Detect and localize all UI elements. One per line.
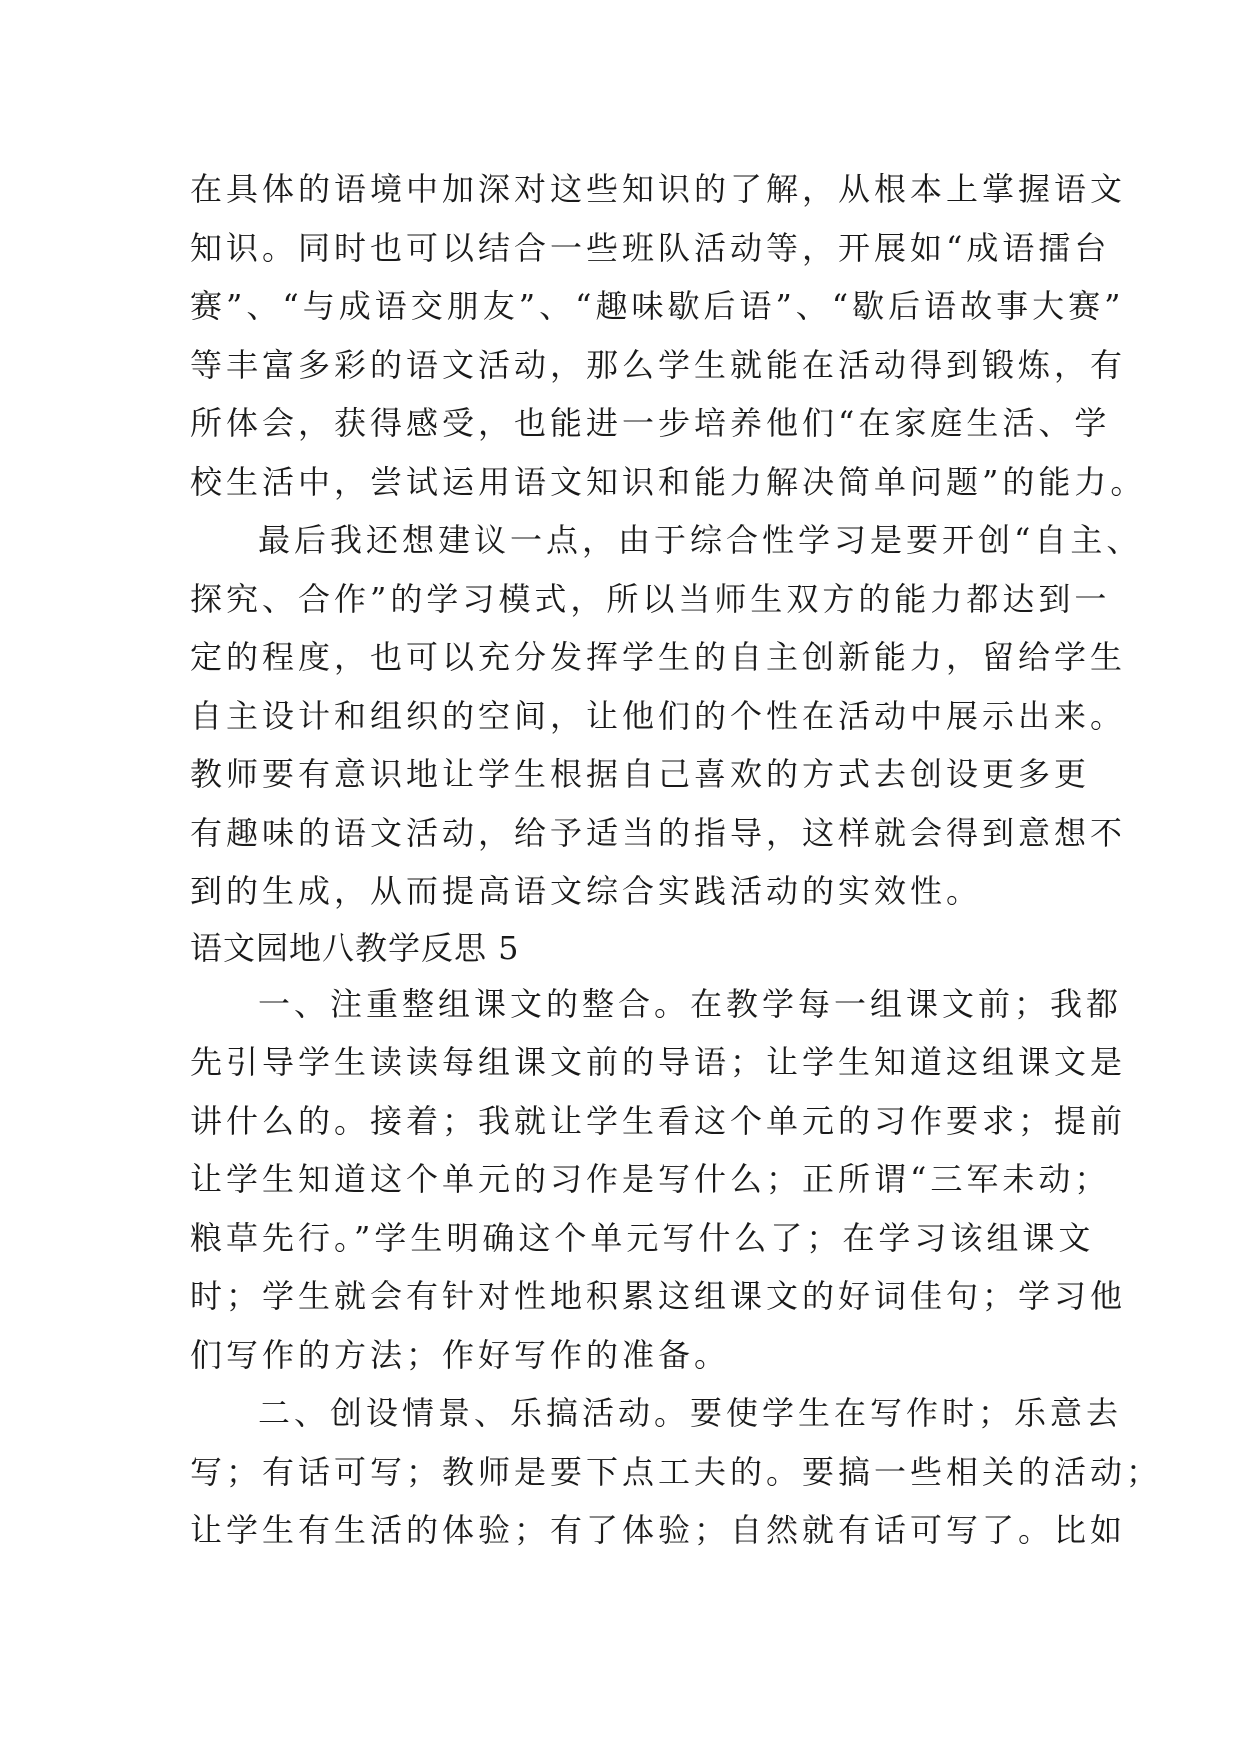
text-line: 一、注重整组课文的整合。在教学每一组课文前；我都 — [258, 984, 1123, 1023]
text-line: 让学生有生活的体验；有了体验；自然就有话可写了。比如 — [190, 1511, 1127, 1549]
text-line: 教师要有意识地让学生根据自己喜欢的方式去创设更多更 — [190, 755, 1091, 793]
text-line: 定的程度，也可以充分发挥学生的自主创新能力，留给学生 — [190, 638, 1127, 676]
paragraph-point-two — [190, 1384, 1163, 1560]
text-line: 二、创设情景、乐搞活动。要使学生在写作时；乐意去 — [258, 1394, 1123, 1432]
paragraph-point-one — [190, 975, 1127, 1385]
text-line: 时；学生就会有针对性地积累这组课文的好词佳句；学习他 — [190, 1277, 1127, 1315]
text-line: 所体会，获得感受，也能进一步培养他们“在家庭生活、学 — [190, 404, 1111, 442]
text-line: 先引导学生读读每组课文前的导语；让学生知道这组课文是 — [190, 1043, 1127, 1081]
paragraph-continued — [190, 160, 1147, 511]
text-line: 在具体的语境中加深对这些知识的了解，从根本上掌握语文 — [190, 170, 1127, 208]
text-line: 知识。同时也可以结合一些班队活动等，开展如“成语擂台 — [190, 228, 1111, 267]
text-line: 自主设计和组织的空间，让他们的个性在活动中展示出来。 — [190, 696, 1127, 735]
text-line: 最后我还想建议一点，由于综合性学习是要开创“自主、 — [258, 521, 1143, 559]
text-line: 探究、合作”的学习模式，所以当师生双方的能力都达到一 — [190, 579, 1111, 618]
text-line: 讲什么的。接着；我就让学生看这个单元的习作要求；提前 — [190, 1101, 1127, 1140]
text-line: 到的生成，从而提高语文综合实践活动的实效性。 — [190, 872, 983, 910]
paragraph-suggestion — [190, 511, 1143, 921]
text-line: 让学生知道这个单元的习作是写什么；正所谓“三军未动； — [190, 1160, 1111, 1198]
text-line: 赛”、“与成语交朋友”、“趣味歇后语”、“歇后语故事大赛” — [190, 287, 1125, 325]
text-line: 粮草先行。”学生明确这个单元写什么了；在学习该组课文 — [190, 1218, 1095, 1257]
text-line: 们写作的方法；作好写作的准备。 — [190, 1335, 731, 1374]
text-line: 有趣味的语文活动，给予适当的指导，这样就会得到意想不 — [190, 813, 1127, 852]
section-title: 语文园地八教学反思 5 — [190, 928, 520, 967]
text-line: 等丰富多彩的语文活动，那么学生就能在活动得到锻炼，有 — [190, 345, 1127, 384]
document-body — [190, 160, 1163, 1560]
text-line: 写；有话可写；教师是要下点工夫的。要搞一些相关的活动； — [190, 1452, 1163, 1491]
text-line: 校生活中，尝试运用语文知识和能力解决简单问题”的能力。 — [190, 462, 1147, 501]
